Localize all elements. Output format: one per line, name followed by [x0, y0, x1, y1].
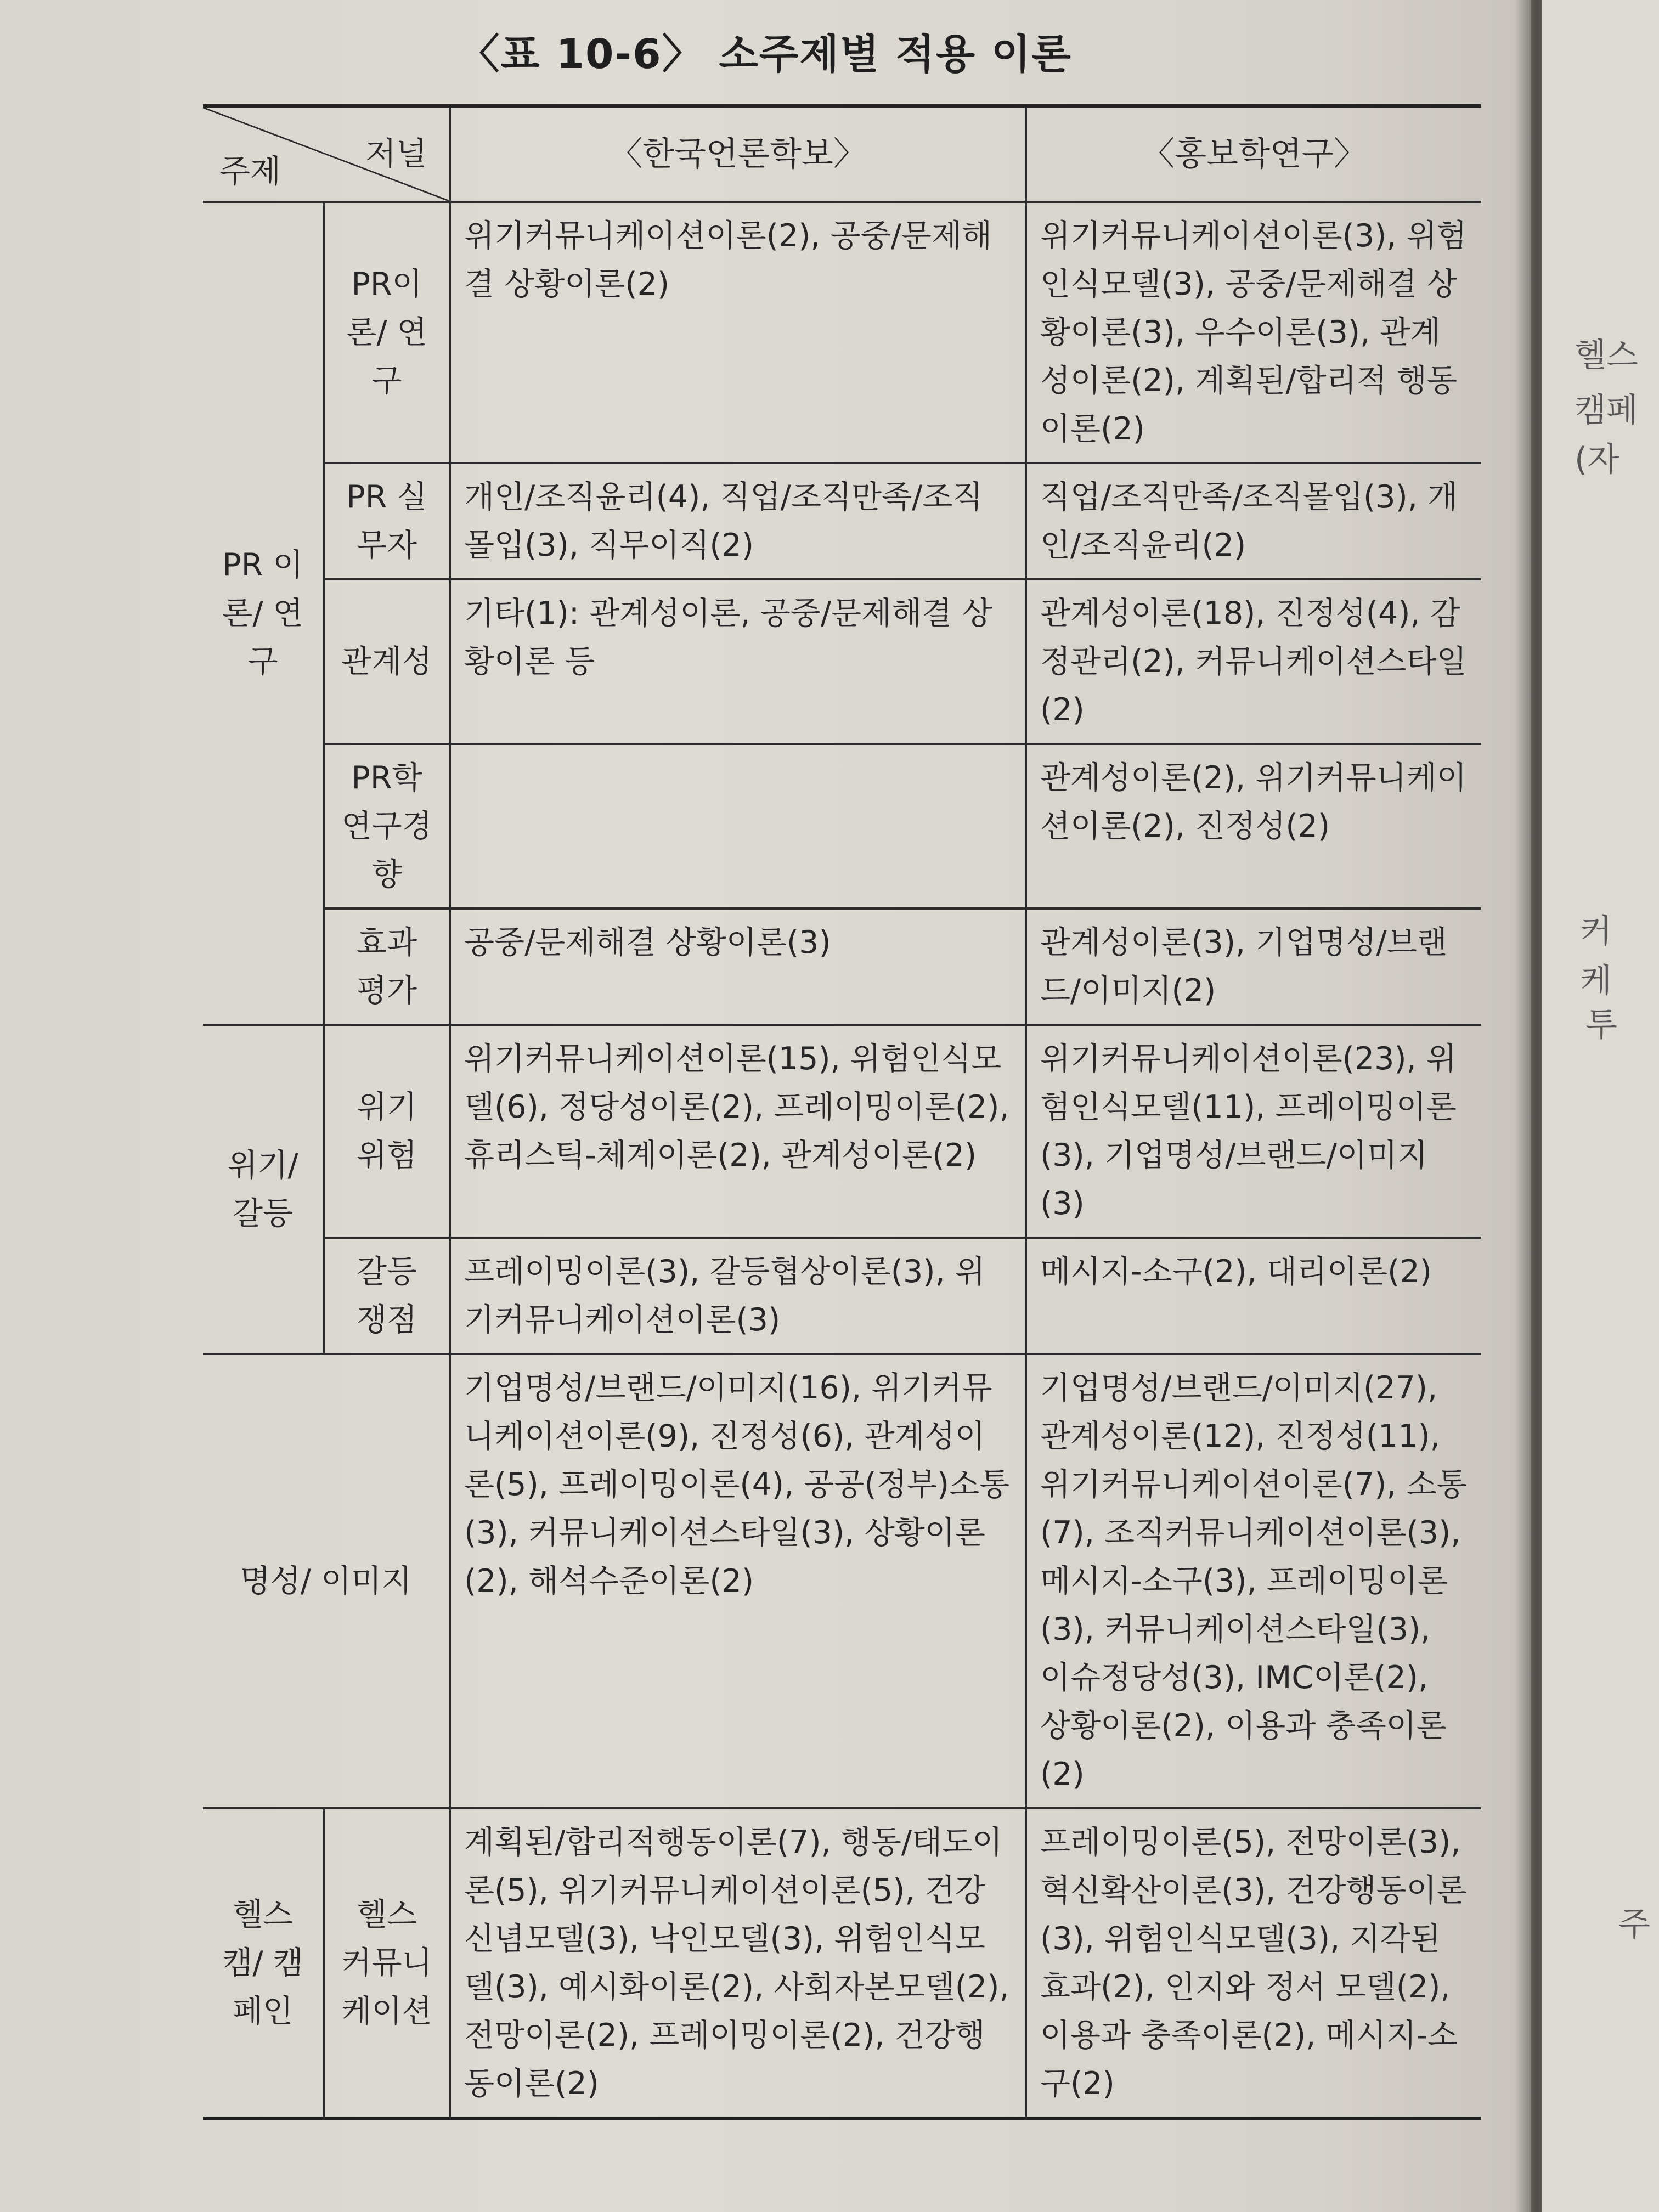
next-page-fragment: 투 — [1585, 1006, 1617, 1044]
next-page-fragment: 캠페 — [1575, 391, 1638, 430]
cell-prr: 관계성이론(3), 기업명성/브랜드/이미지(2) — [1026, 909, 1481, 1025]
table-caption: 〈표 10-6〉 소주제별 적용 이론 — [459, 31, 1072, 78]
cell-prr: 기업명성/브랜드/이미지(27), 관계성이론(12), 진정성(11), 위기커뮤니케이션이론(7), 소통(7), 조직커뮤니케이션이론(3), 메시지-소구(3), 프레이밍이론(3), 커뮤니케이션스타일(3), 이슈정당성(3), IMC이론(2), 상황이론(2), 이용과 충족이론(2) — [1026, 1354, 1481, 1808]
cell-kjcs: 계획된/합리적행동이론(7), 행동/태도이론(5), 위기커뮤니케이션이론(5), 건강신념모델(3), 낙인모델(3), 위험인식모델(3), 예시화이론(2), 사회자본모델(2), 전망이론(2), 프레이밍이론(2), 건강행동이론(2) — [450, 1808, 1026, 2118]
cell-prr: 위기커뮤니케이션이론(23), 위험인식모델(11), 프레이밍이론(3), 기업명성/브랜드/이미지(3) — [1026, 1025, 1481, 1238]
subtopic-label: 위기 위험 — [324, 1025, 450, 1238]
group-label-health: 헬스캠/ 캠페인 — [203, 1808, 324, 2118]
adjacent-page-edge — [1542, 0, 1659, 2212]
cell-kjcs: 프레이밍이론(3), 갈등협상이론(3), 위기커뮤니케이션이론(3) — [450, 1238, 1026, 1354]
table-row — [203, 1238, 1481, 1354]
table-row — [203, 1808, 1481, 2118]
diagonal-header-cell — [203, 106, 450, 202]
cell-prr: 메시지-소구(2), 대리이론(2) — [1026, 1238, 1481, 1354]
group-label-crisis: 위기/ 갈등 — [203, 1025, 324, 1354]
cell-kjcs: 위기커뮤니케이션이론(2), 공중/문제해결 상황이론(2) — [450, 202, 1026, 463]
journal-label: 저널 — [365, 135, 427, 172]
subtopic-label: 효과 평가 — [324, 909, 450, 1025]
cell-kjcs: 기타(1): 관계성이론, 공중/문제해결 상황이론 등 — [450, 579, 1026, 744]
table-row — [203, 1354, 1481, 1808]
cell-kjcs — [450, 744, 1026, 909]
cell-kjcs: 기업명성/브랜드/이미지(16), 위기커뮤니케이션이론(9), 진정성(6), 관계성이론(5), 프레이밍이론(4), 공공(정부)소통(3), 커뮤니케이션스타일(3), 상황이론(2), 해석수준이론(2) — [450, 1354, 1026, 1808]
next-page-fragment: 헬스 — [1575, 336, 1638, 375]
cell-prr: 관계성이론(2), 위기커뮤니케이션이론(2), 진정성(2) — [1026, 744, 1481, 909]
cell-prr: 직업/조직만족/조직몰입(3), 개인/조직윤리(2) — [1026, 463, 1481, 579]
column-header-prr: 〈홍보학연구〉 — [1026, 106, 1481, 202]
next-page-fragment: (자 — [1575, 441, 1620, 479]
theory-table — [203, 104, 1481, 2120]
cell-kjcs: 위기커뮤니케이션이론(15), 위험인식모델(6), 정당성이론(2), 프레이밍이론(2), 휴리스틱-체계이론(2), 관계성이론(2) — [450, 1025, 1026, 1238]
cell-prr: 프레이밍이론(5), 전망이론(3), 혁신확산이론(3), 건강행동이론(3), 위험인식모델(3), 지각된효과(2), 인지와 정서 모델(2), 이용과 충족이론(2), 메시지-소구(2) — [1026, 1808, 1481, 2118]
subtopic-label: PR이론/ 연구 — [324, 202, 450, 463]
table-row — [203, 463, 1481, 579]
next-page-fragment: 케 — [1580, 962, 1612, 1000]
table-row — [203, 579, 1481, 744]
group-label-pr: PR 이론/ 연구 — [203, 202, 324, 1025]
cell-prr: 위기커뮤니케이션이론(3), 위험인식모델(3), 공중/문제해결 상황이론(3), 우수이론(3), 관계성이론(2), 계획된/합리적 행동이론(2) — [1026, 202, 1481, 463]
cell-prr: 관계성이론(18), 진정성(4), 감정관리(2), 커뮤니케이션스타일(2) — [1026, 579, 1481, 744]
cell-kjcs: 개인/조직윤리(4), 직업/조직만족/조직몰입(3), 직무이직(2) — [450, 463, 1026, 579]
table-row — [203, 744, 1481, 909]
subtopic-label: PR 실무자 — [324, 463, 450, 579]
subtopic-label: 관계성 — [324, 579, 450, 744]
group-label-reputation: 명성/ 이미지 — [203, 1354, 450, 1808]
table-row — [203, 1025, 1481, 1238]
cell-kjcs: 공중/문제해결 상황이론(3) — [450, 909, 1026, 1025]
table-row — [203, 909, 1481, 1025]
table-row — [203, 202, 1481, 463]
subtopic-label: PR학 연구경향 — [324, 744, 450, 909]
column-header-kjcs: 〈한국언론학보〉 — [450, 106, 1026, 202]
subtopic-label: 헬스 커뮤니케이션 — [324, 1808, 450, 2118]
next-page-fragment: 주 — [1618, 1905, 1650, 1944]
header-row — [203, 106, 1481, 202]
subtopic-label: 갈등 쟁점 — [324, 1238, 450, 1354]
next-page-fragment: 커 — [1580, 912, 1612, 951]
topic-label: 주제 — [219, 153, 281, 190]
